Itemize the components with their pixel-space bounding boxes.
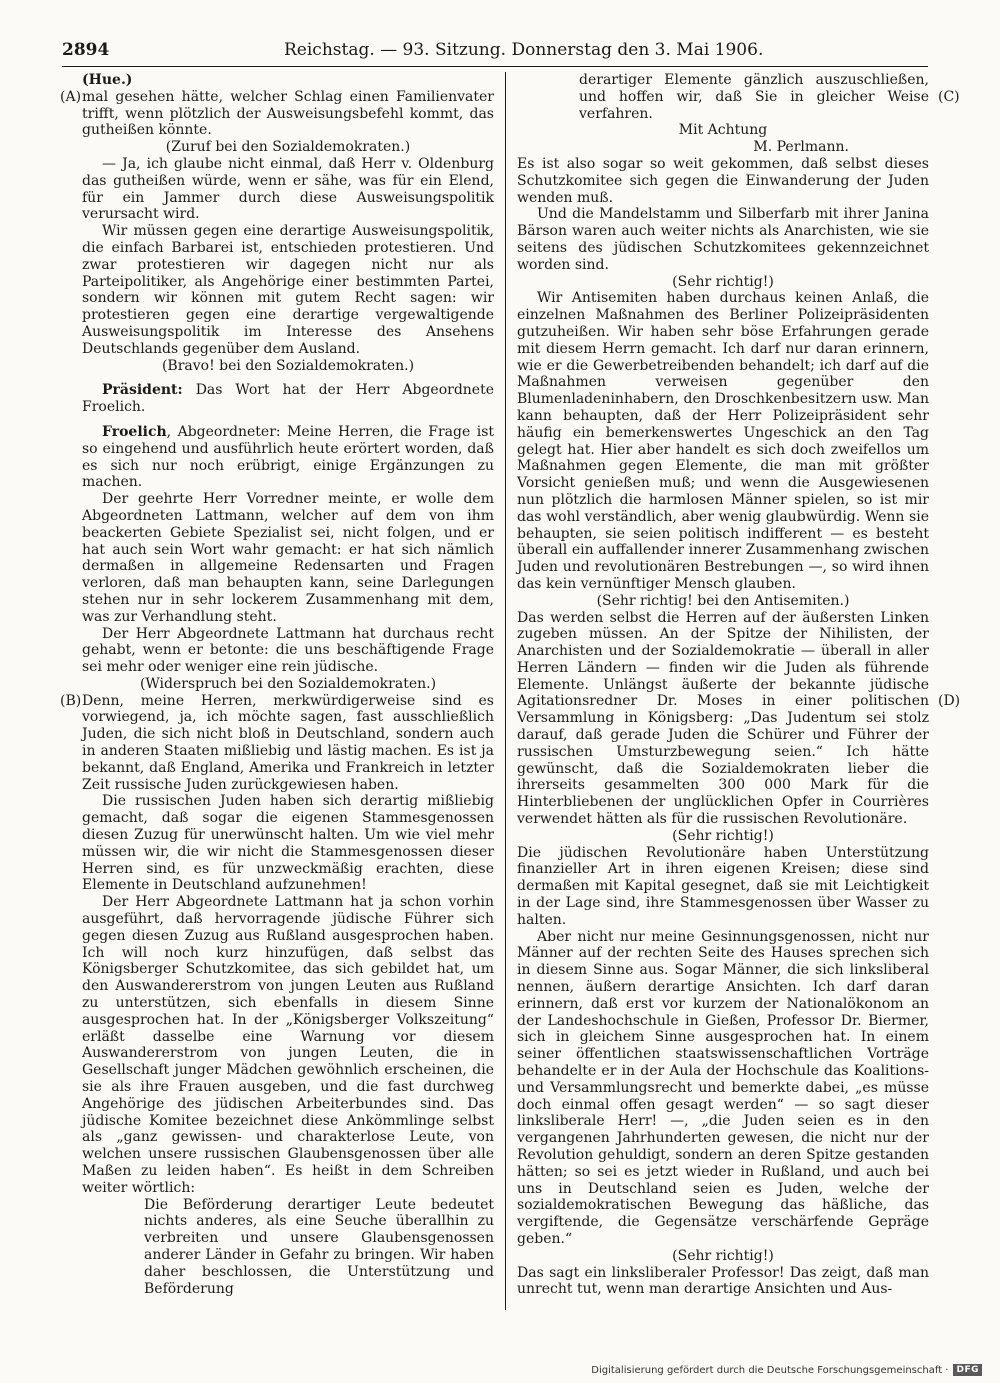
- paragraph: mal gesehen hätte, welcher Schlag einen Familienvater trifft, wenn plötzlich der Ausweisungsbefehl kommt, das gutheißen könnte.: [82, 88, 494, 139]
- margin-marker-b: (B): [60, 693, 82, 709]
- paragraph-text: , Abgeordneter: Meine Herren, die Frage ist so eingehend und ausführlich heute erörtert worden, daß es sich nur noch erübrigt, einige Ergänzungen zu machen.: [82, 423, 494, 491]
- footer: [591, 1364, 982, 1376]
- page-header: [62, 40, 928, 66]
- closing: Mit Achtung: [678, 122, 768, 139]
- paragraph: Denn, meine Herren, merkwürdigerweise sind es vorwiegend, ja, ich möchte sagen, fast ausschließlich Juden, die sich nicht bloß in Deutschland, sondern auch in anderen Staaten mißliebig und lästig machen. Es ist ja bekannt, daß England, Amerika und Frankreich in letzter Zeit russische Juden zurückgewiesen haben.: [82, 692, 494, 793]
- interjection: (Sehr richtig!): [672, 1247, 774, 1264]
- speaker-tag: (Hue.): [82, 72, 133, 88]
- paragraph: Das sagt ein linksliberaler Professor! Das zeigt, daß man unrecht tut, wenn man derartige Ansichten und Aus-: [517, 1264, 929, 1298]
- paragraph: Wir müssen gegen eine derartige Ausweisungspolitik, die einfach Barbarei ist, entschieden protestieren. Und zwar protestieren wir dagegen nicht nur als Parteipolitiker, als Angehörige einer bestimmten Partei, sondern wir können mit gutem Recht sagen: wir protestieren gegen eine derartige vergewaltigende Ausweisungspolitik im Interesse des Ansehens Deutschlands gegenüber dem Ausland.: [82, 223, 494, 357]
- interjection: (Widerspruch bei den Sozialdemokraten.): [139, 675, 437, 692]
- speaker-label: Präsident:: [102, 382, 183, 399]
- paragraph: Das werden selbst die Herren auf der äußersten Linken zugeben müssen. An der Spitze der Nihilisten, der Anarchisten und der Sozialdemokratie — überall in aller Herren Ländern — finden wir die Juden als führende Elemente. Unlängst äußerte der bekannte jüdische Agitationsredner Dr. Moses in einer politischen Versammlung in Königsberg: „Das Judentum sei stolz darauf, daß gerade Juden die Schürer und Führer der russischen Umsturzbewegung seien.“ Ich hätte gewünscht, daß die Sozialdemokraten lieber die ihrerseits gesammelten 300 000 Mark für die Hinterbliebenen der unglücklichen Opfer in Courrières verwendet hätten als für die russischen Revolutionäre.: [517, 609, 929, 828]
- paragraph: Der geehrte Herr Vorredner meinte, er wolle dem Abgeordneten Lattmann, welcher auf dem von ihm beackerten Gebiete Spezialist sei, nicht folgen, und er hat auch sein Wort wahr gemacht: er hat sich nämlich dermaßen in allgemeine Redensarten und Fragen verloren, daß man behaupten kann, seine Darlegungen stehen nur in sehr lockerem Zusammenhang mit dem, was zur Verhandlung steht.: [82, 491, 494, 625]
- president-paragraph: [82, 382, 494, 416]
- paragraph-text: Das Wort hat der Herr Abgeordnete Froelich.: [82, 382, 494, 416]
- paragraph: Die russischen Juden haben sich derartig mißliebig gemacht, daß sogar die eigenen Stammesgenossen diesen Zuzug für unerwünscht halten. Um wie viel mehr müssen wir, die wir nicht die Stammesgenossen dieser Herren sind, es für unzweckmäßig erachten, diese Elemente in Deutschland aufzunehmen!: [82, 793, 494, 894]
- quoted-letter: Die Beförderung derartiger Leute bedeutet nichts anderes, als eine Seuche überallhin zu verbreiten und unsere Glaubensgenossen anderer Länder in Gefahr zu bringen. Wir haben daher beschlossen, die Unterstützung und Beförderung: [144, 1196, 494, 1297]
- interjection: (Sehr richtig!): [672, 273, 774, 290]
- quoted-letter: derartiger Elemente gänzlich auszuschließen, und hoffen wir, daß Sie in gleicher Weise verfahren.: [579, 72, 929, 122]
- paragraph: Und die Mandelstamm und Silberfarb mit ihrer Janina Bärson waren auch weiter nichts als Anarchisten, wie sie seitens des jüdischen Schutzkomitees gekennzeichnet worden sind.: [517, 206, 929, 273]
- right-column: [517, 72, 929, 1298]
- paragraph: Die jüdischen Revolutionäre haben Unterstützung finanzieller Art in ihren eigenen Kreisen; diese sind dermaßen mit Kapital gesegnet, daß sie mit Leichtigkeit in der Lage sind, ihre Stammesgenossen über Wasser zu halten.: [517, 844, 929, 928]
- interjection: (Bravo! bei den Sozialdemokraten.): [161, 357, 415, 374]
- margin-marker-a: (A): [60, 89, 82, 105]
- paragraph: Der Herr Abgeordnete Lattmann hat ja schon vorhin ausgeführt, daß hervorragende jüdische Führer sich gegen diesen Zuzug aus Rußland ausgesprochen haben. Ich will noch kurz hinzufügen, daß selbst das Königsberger Schutzkomitee, das sich gebildet hat, um den Auswandererstrom von jungen Leuten aus Rußland zu unterstützen, sich ebenfalls in diesem Sinne ausgesprochen hat. In der „Königsberger Volkszeitung“ erläßt dasselbe eine Warnung vor diesem Auswandererstrom von jungen Leuten, die in Gesellschaft junger Mädchen gewöhnlich erscheinen, die sie als ihre Frauen ausgeben, und die fast durchweg Angehörige des jüdischen Arbeiterbundes sind. Das jüdische Komitee bezeichnet diese Ankömmlinge selbst als „ganz gewissen- und charakterlose Leute, von welchen unsere russischen Glaubensgenossen über alle Maßen zu leiden haben“. Es heißt in dem Schreiben weiter wörtlich:: [82, 894, 494, 1196]
- page-number: 2894: [62, 40, 110, 60]
- column-divider: [505, 72, 506, 1310]
- paragraph: Der Herr Abgeordnete Lattmann hat durchaus recht gehabt, wenn er betonte: die uns beschäftigende Frage sei mehr oder weniger eine rein jüdische.: [82, 625, 494, 676]
- paragraph: Wir Antisemiten haben durchaus keinen Anlaß, die einzelnen Maßnahmen des Berliner Polizeipräsidenten gutzuheißen. Wir haben sehr böse Erfahrungen gerade mit diesem Herrn gemacht. Ich darf nur daran erinnern, wie er die Gewerbetreibenden behandelt; ich darf auf die Maßnahmen verweisen gegenüber den Blumenladeninhabern, den Droschkenbesitzern usw. Man kann behaupten, daß der Herr Polizeipräsident sehr häufig ein bemerkenswertes Ungeschick an den Tag gelegt hat. Hier aber handelt es sich doch zweifellos um Maßnahmen gegen Elemente, die man mit größter Vorsicht genießen muß; und wenn die Ausgewiesenen nun plötzlich die harmlosen Männer spielen, so ist mir das wohl verständlich, aber wenig glaubwürdig. Wenn sie behaupten, sie seien politisch indifferent — es besteht überall ein auffallender innerer Zusammenhang zwischen Juden und revolutionären Bestrebungen —, so wird ihnen das kein vernünftiger Mensch glauben.: [517, 290, 929, 592]
- paragraph: — Ja, ich glaube nicht einmal, daß Herr v. Oldenburg das gutheißen würde, wenn er sähe, was für ein Elend, für ein Jammer durch diese Ausweisungspolitik verursacht wird.: [82, 155, 494, 223]
- dfg-logo: DFG: [953, 1364, 982, 1376]
- footer-text: Digitalisierung gefördert durch die Deutsche Forschungsgemeinschaft ·: [591, 1364, 949, 1376]
- paragraph: Es ist also sogar so weit gekommen, daß selbst dieses Schutzkomitee sich gegen die Einwanderung der Juden wenden muß.: [517, 155, 929, 206]
- interjection: (Sehr richtig! bei den Antisemiten.): [596, 592, 850, 609]
- header-rule: [62, 66, 928, 67]
- signature: M. Perlmann.: [753, 139, 849, 156]
- left-column: [82, 72, 494, 1297]
- margin-marker-c: (C): [938, 89, 960, 105]
- running-head: Reichstag. — 93. Sitzung. Donnerstag den 3. Mai 1906.: [284, 40, 764, 60]
- froelich-paragraph: [82, 424, 494, 491]
- paragraph: Aber nicht nur meine Gesinnungsgenossen, nicht nur Männer auf der rechten Seite des Hauses sprechen sich in diesem Sinne aus. Sogar Männer, die sich linksliberal nennen, äußern derartige Ansichten. Ich darf daran erinnern, daß erst vor kurzem der Nationalökonom an der Landeshochschule in Gießen, Professor Dr. Biermer, sich in gleichem Sinne ausgesprochen hat. In einem seiner öffentlichen staatswissenschaftlichen Vorträge behandelte er in der Aula der Hochschule das Koalitions- und Versammlungsrecht und bemerkte dabei, „es müsse doch einmal offen gesagt werden“ — so sagt dieser linksliberale Herr! —, „die Juden seien es in den vergangenen Jahrhunderten gewesen, die nicht nur der Revolution gehuldigt, sondern an deren Spitze gestanden hätten; so sei es jetzt wieder in Rußland, und auch bei uns in Deutschland seien es Juden, welche der sozialdemokratischen Bewegung das häßliche, das vergiftende, die Gegensätze verschärfende Gepräge geben.“: [517, 928, 929, 1247]
- speaker-label: Froelich: [102, 423, 167, 440]
- interjection: (Sehr richtig!): [672, 827, 774, 844]
- interjection: (Zuruf bei den Sozialdemokraten.): [165, 139, 411, 156]
- margin-marker-d: (D): [938, 693, 961, 709]
